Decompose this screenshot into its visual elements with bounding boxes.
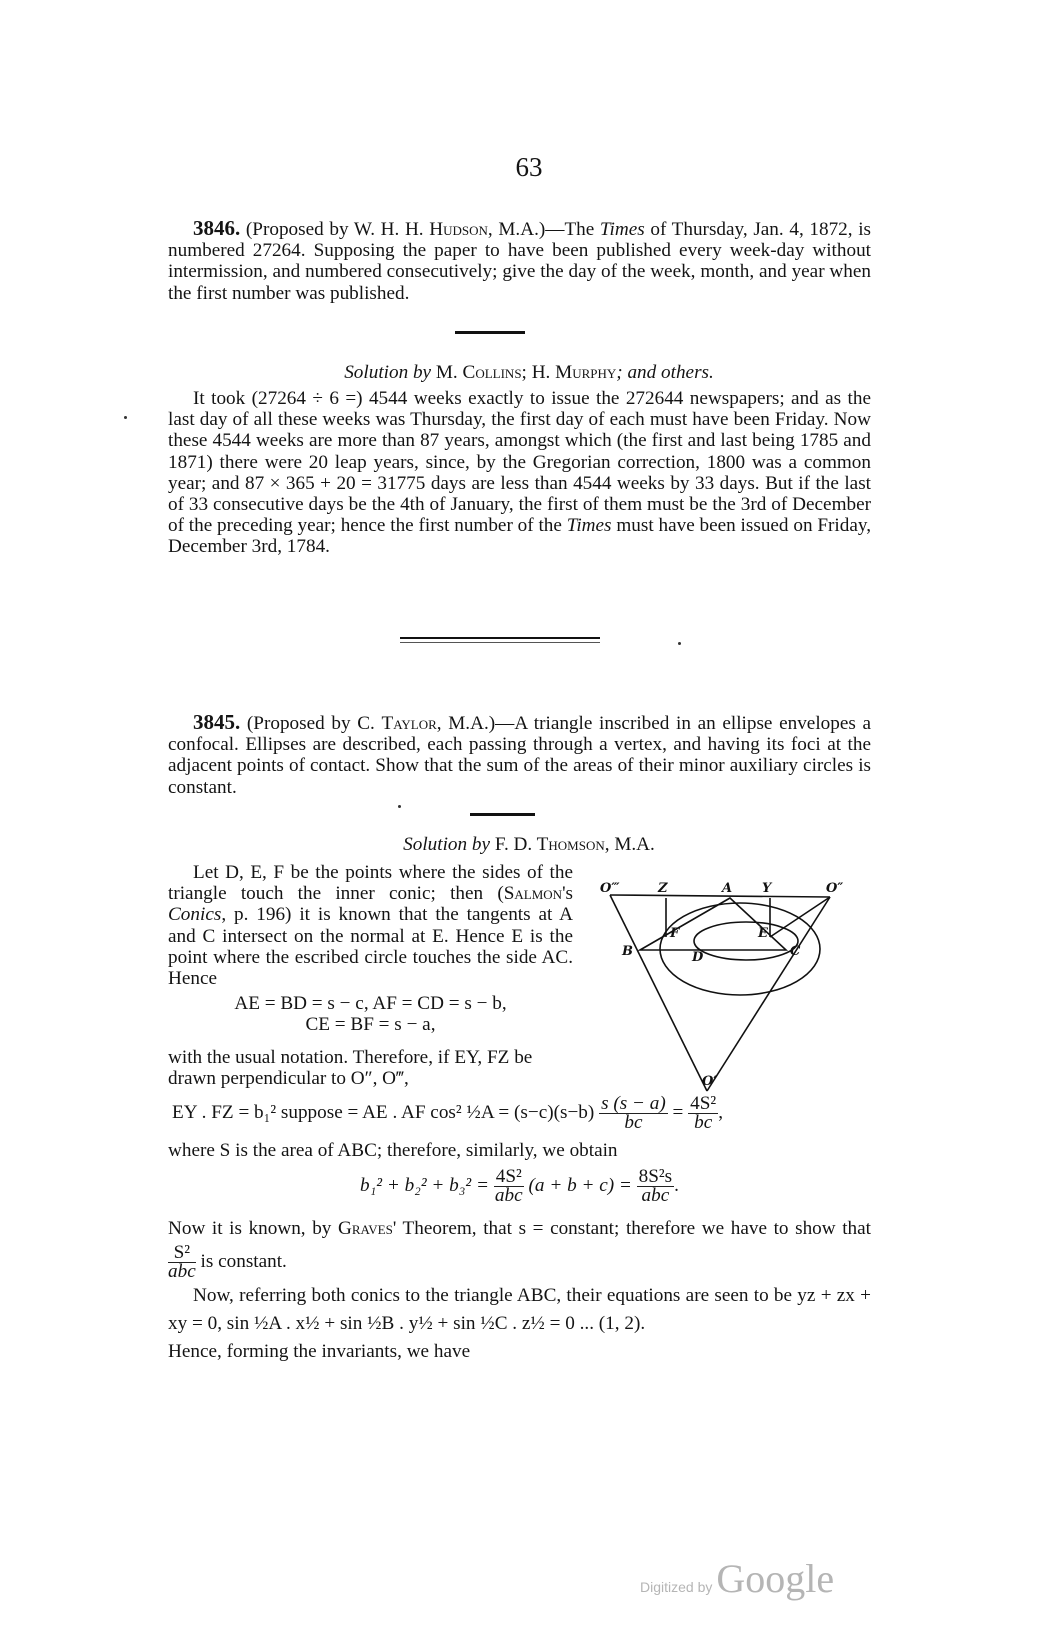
line-eo xyxy=(770,897,830,937)
paragraph-text: Let D, E, F be the points where the sides of the triangle touch the inner conic; then ( xyxy=(168,862,573,905)
proposer-name: Hudson xyxy=(429,219,488,240)
double-rule-bottom xyxy=(400,642,600,643)
label-f: F xyxy=(670,926,680,941)
label-y: Y xyxy=(762,881,772,896)
tangent-line-at-A xyxy=(610,895,830,897)
solver-name: H. Murphy xyxy=(531,362,617,383)
denominator: bc xyxy=(694,1112,713,1133)
denominator: bc xyxy=(624,1112,643,1133)
problem-text: of Thursday, Jan. 4, 1872, is numbered 27264. Supposing the paper to have been published every week-day without intermission, and numbered consecutively; give the day of the week, month, and year when the first number was published. xyxy=(168,219,872,304)
problem-3846-statement xyxy=(168,218,871,304)
numerator: S² xyxy=(168,1244,196,1263)
book-title: Conics xyxy=(168,904,222,926)
and-others: ; and others. xyxy=(616,362,714,383)
solution-heading-3846 xyxy=(0,362,1058,384)
label-a: A xyxy=(722,881,733,896)
watermark-prefix: Digitized by xyxy=(640,1579,713,1595)
proposer-prefix: (Proposed by C. xyxy=(246,713,382,734)
numerator: 4S² xyxy=(690,1093,717,1114)
ellipse-triangle-diagram xyxy=(600,880,860,1100)
solution-text-end: must have been issued on Friday, December 3rd, 1784. xyxy=(168,515,871,558)
denominator: abc xyxy=(168,1261,196,1282)
equation-text: AE = BD = s − c, AF = CD = s − b, xyxy=(234,993,507,1014)
solver-suffix: , M.A. xyxy=(604,834,655,855)
proposer-name: Taylor xyxy=(381,713,437,734)
paragraph-text: , p. 196) it is known that the tangents at A and C intersect on the normal at E. Hence E is the point where the escribed circle touches the side AC. Hence xyxy=(168,904,573,990)
numerator: 4S² xyxy=(495,1166,522,1187)
punct: , xyxy=(718,1101,723,1123)
punct: . xyxy=(674,1174,679,1196)
paragraph-text: ' Theorem, that s = constant; therefore we have to show that xyxy=(392,1218,871,1239)
equation-text: (a + b + c) = xyxy=(523,1174,637,1196)
separator: ; xyxy=(521,362,532,383)
paragraph-text: Hence, forming the invariants, we have xyxy=(168,1341,471,1362)
solution-3845-para-3 xyxy=(168,1140,871,1161)
solution-3845-para-1 xyxy=(168,862,573,989)
solution-heading-3845 xyxy=(0,834,1058,856)
scan-speck xyxy=(678,642,681,645)
author-name: Salmon xyxy=(503,883,563,905)
paragraph-text: with the usual notation. Therefore, if EY, FZ be drawn perpendicular to O″, O‴, xyxy=(168,1047,533,1090)
possessive: 's xyxy=(562,883,573,905)
fraction xyxy=(599,1095,668,1132)
numerator: s (s − a) xyxy=(601,1093,666,1114)
paragraph-text: where S is the area of ABC; therefore, similarly, we obtain xyxy=(168,1140,618,1161)
label-o-double-prime: O″ xyxy=(826,881,844,896)
author-name: Graves xyxy=(338,1218,393,1239)
equation-1 xyxy=(168,993,573,1035)
fraction xyxy=(168,1244,196,1281)
paragraph-text: Now it is known, by xyxy=(168,1218,339,1239)
solver-name: F. D. Thomson xyxy=(494,834,605,855)
solution-3845-para-2 xyxy=(168,1047,573,1089)
label-z: Z xyxy=(658,881,668,896)
times-title: Times xyxy=(599,219,645,240)
fraction xyxy=(494,1168,524,1205)
inner-ellipse xyxy=(694,922,798,960)
problem-3845-statement xyxy=(168,712,871,798)
denominator: abc xyxy=(494,1185,523,1206)
times-title: Times xyxy=(566,515,612,537)
solution-3845-para-4 xyxy=(168,1214,871,1281)
watermark-brand: Google xyxy=(716,1556,835,1601)
equation-4 xyxy=(168,1168,871,1205)
equation-text: b₁² + b₂² + b₃² = xyxy=(360,1174,494,1196)
paragraph-text: is constant. xyxy=(195,1250,287,1272)
problem-text: , M.A.)—A triangle inscribed in an ellipse envelopes a confocal. Ellipses are described, each passing through a vertex, and having its foci at the adjacent points of contact. Show that the sum of the areas of their minor auxiliary circles is constant. xyxy=(168,713,871,798)
label-e: E xyxy=(758,926,768,941)
solution-3845-para-5 xyxy=(168,1282,871,1366)
label-c: C xyxy=(790,944,801,959)
double-rule-top xyxy=(400,637,600,639)
solver-name: M. Collins xyxy=(435,362,522,383)
label-d: D xyxy=(692,950,704,965)
equation-text: CE = BF = s − a, xyxy=(305,1014,436,1036)
denominator: abc xyxy=(641,1185,670,1206)
tangent-line-at-B xyxy=(610,895,707,1091)
scan-speck xyxy=(124,416,127,419)
page-number: 63 xyxy=(515,152,543,182)
numerator: 8S²s xyxy=(638,1166,673,1187)
equation-text: EY . FZ = b₁² suppose = AE . AF cos² ½A = (s−c)(s−b) xyxy=(172,1101,595,1123)
label-o-prime: O′ xyxy=(702,1074,717,1089)
solution-by-label: Solution by xyxy=(403,834,491,855)
problem-number: 3845. xyxy=(193,710,241,734)
proposer-prefix: (Proposed by W. H. H. xyxy=(245,219,430,240)
equation-3 xyxy=(172,1095,875,1132)
solution-text: It took (27264 ÷ 6 =) 4544 weeks exactly to issue the 272644 newspapers; and as the last day of all these weeks was Thursday, the first day of each must have been Friday. Now these 4544 weeks are more than 87 years, amongst which (the first and last being 1785 and 1871) there were 20 leap years, since, by the Gregorian correction, 1800 was a common year; and 87 × 365 + 20 = 31775 days are less than 4544 weeks by 33 days. But if the last of 33 consecutive days be the 4th of January, the first of them must be the 3rd of December of the preceding year; hence the first number of the xyxy=(168,388,871,537)
label-b: B xyxy=(622,944,633,959)
fraction xyxy=(637,1168,675,1205)
fraction xyxy=(688,1095,718,1132)
scan-speck xyxy=(398,805,401,808)
digitized-by-google-watermark xyxy=(640,1555,834,1602)
problem-number: 3846. xyxy=(193,216,241,240)
label-o-triple-prime: O‴ xyxy=(600,881,620,896)
section-rule xyxy=(470,813,535,816)
section-rule xyxy=(455,331,525,334)
proposer-suffix: , M.A.)—The xyxy=(487,219,600,240)
solution-by-label: Solution by xyxy=(344,362,432,383)
equals: = xyxy=(667,1101,689,1123)
paragraph-text: Now, referring both conics to the triangle ABC, their equations are seen to be yz + zx + xy = 0, sin ½A . x½ + sin ½B . y½ + sin ½C . z½ = 0 ... (1, 2). xyxy=(168,1285,871,1334)
solution-3846-body xyxy=(168,388,871,558)
